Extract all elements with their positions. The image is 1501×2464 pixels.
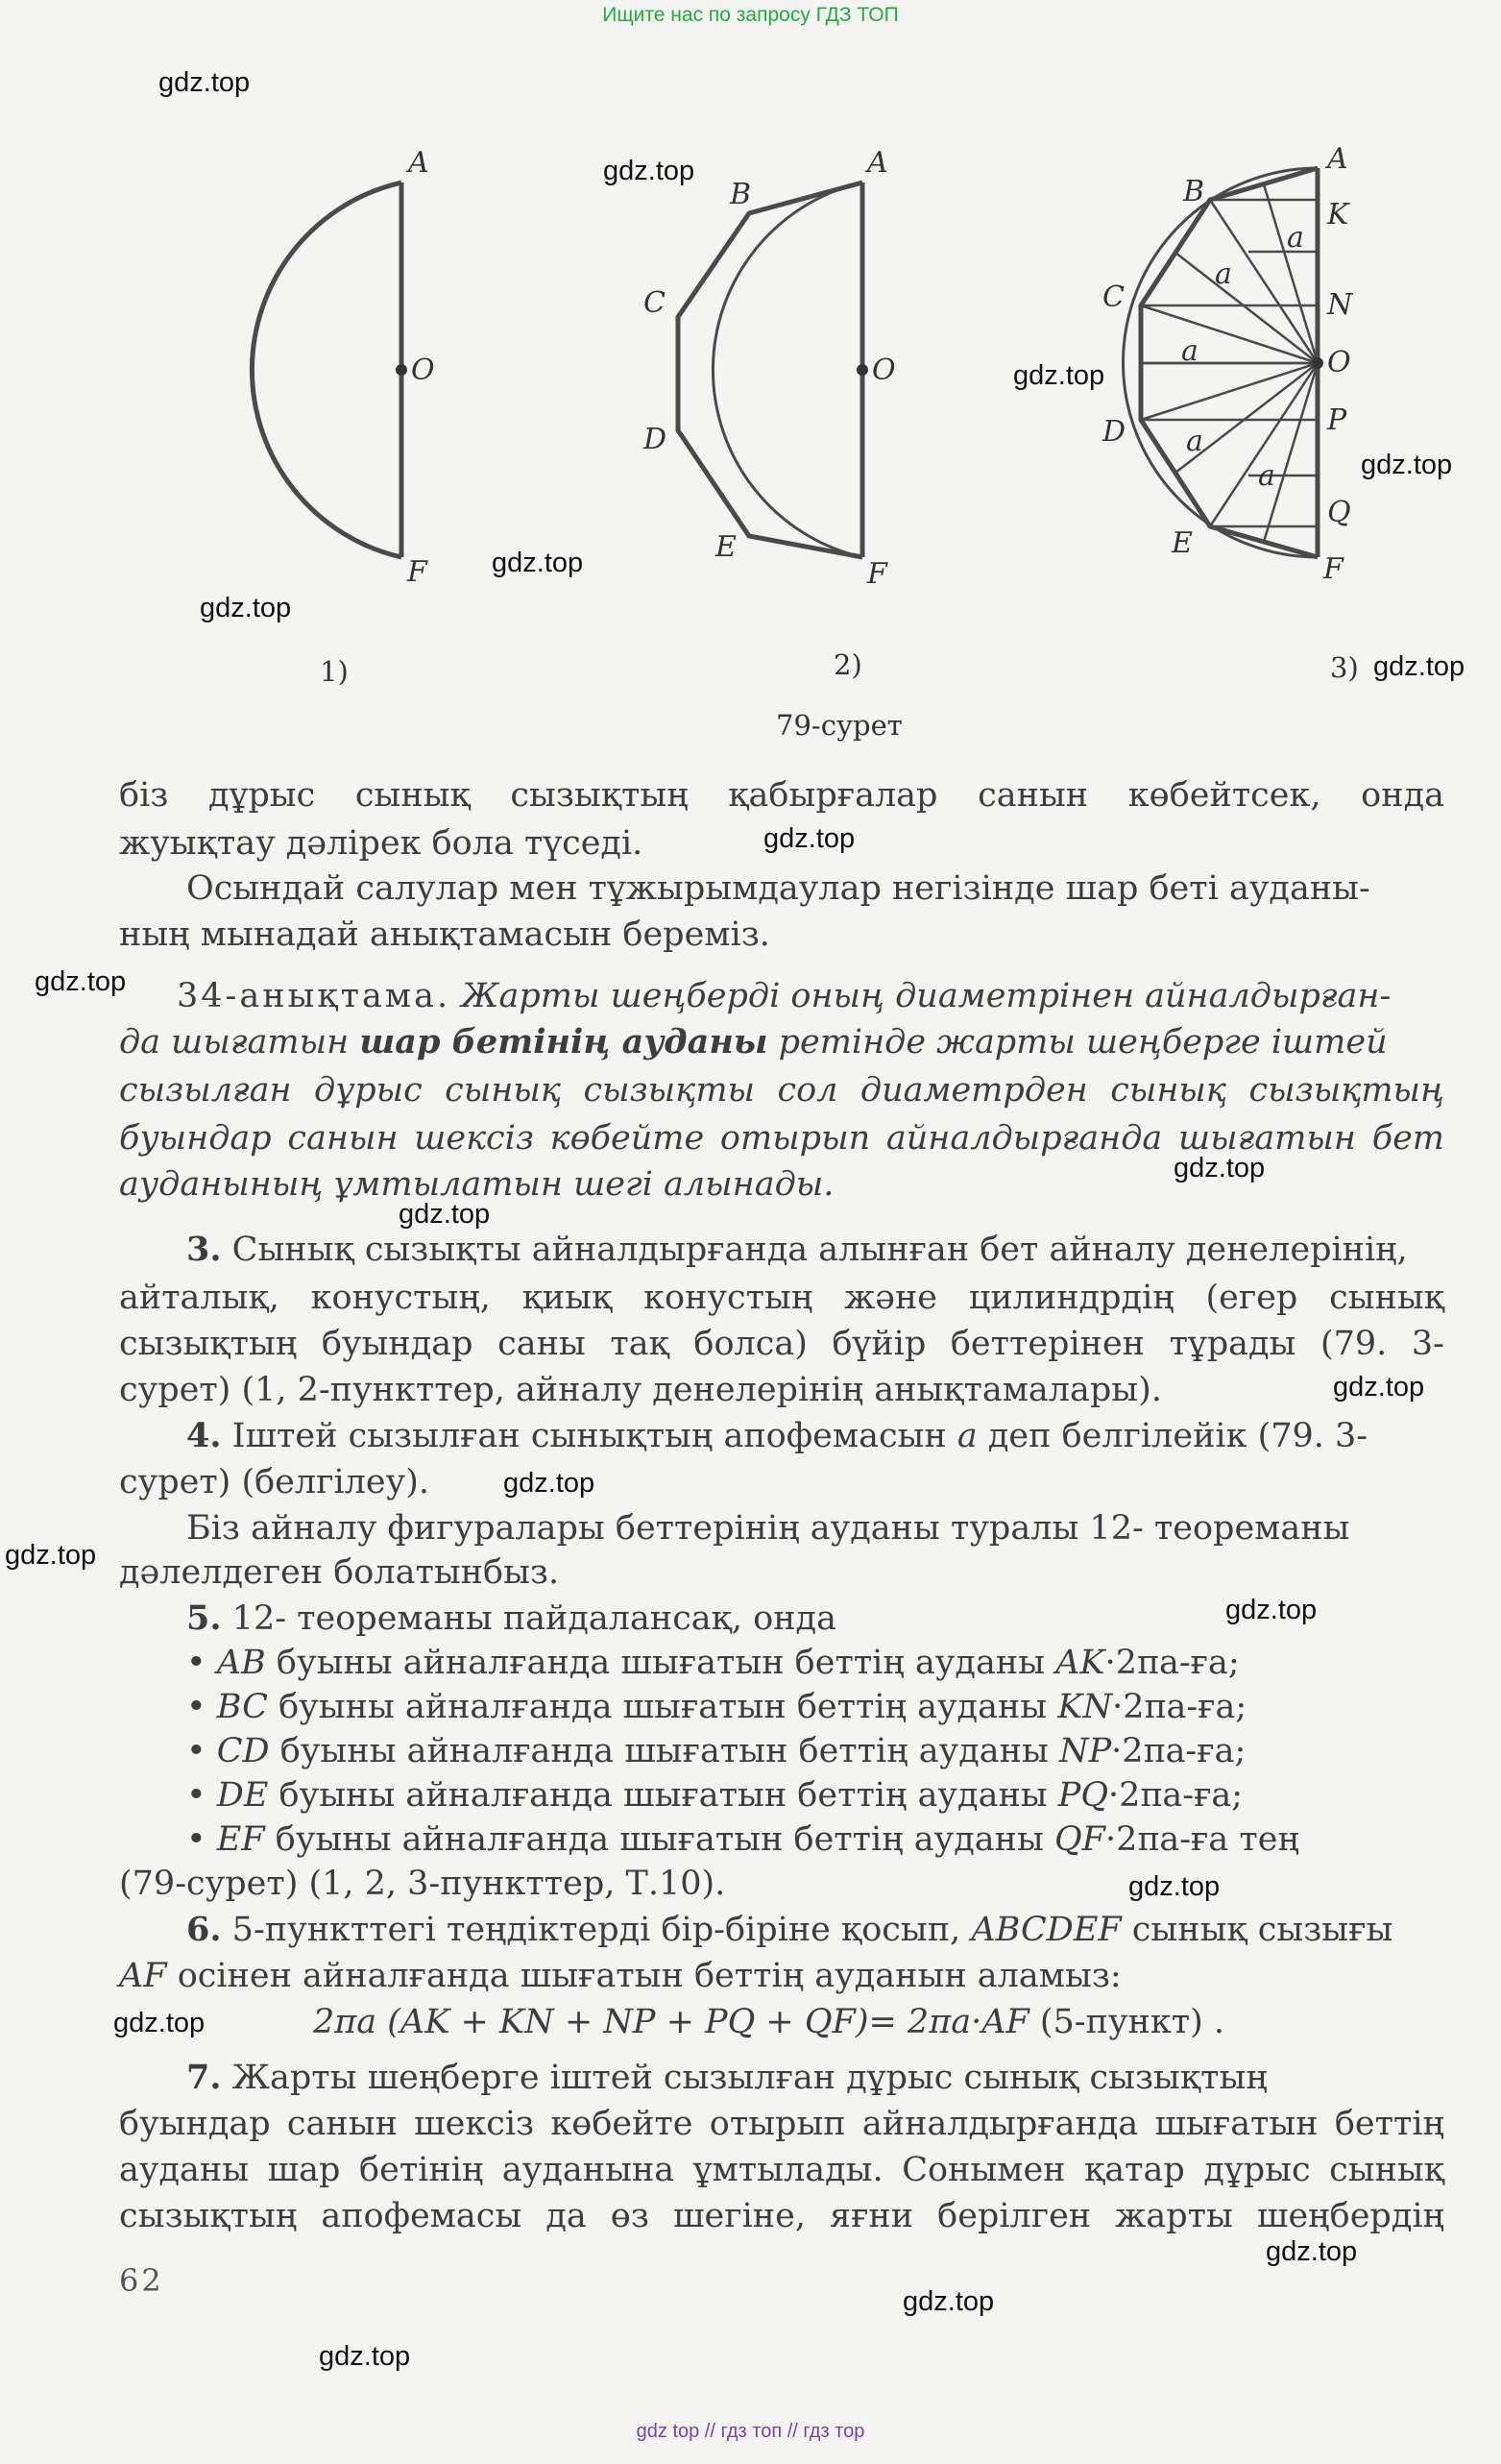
item6-number: 6. [186,1910,222,1949]
theorem-line2: дәлелдеген болатынбыз. [119,1553,560,1592]
item5-number: 5. [186,1598,222,1638]
item5-bullet-ef: • EF буыны айналғанда шығатын беттің ауданы QF·2πa-ға тең [186,1820,1299,1859]
bullet-text: буыны айналғанда шығатын беттің ауданы [265,1644,1056,1682]
item3-line2: айталық, конустың, қиық конустың және цилиндрдің (егер сынық [119,1279,1444,1317]
definition-line2 [119,1018,1444,1066]
item4-line2: сурет) (белгілеу). [119,1463,429,1501]
fig3-label-a5: a [1258,459,1275,493]
item6-formula [313,1998,1369,2046]
watermark: gdz.top [399,1199,491,1230]
fig2-panel-label: 2) [834,648,862,681]
item5-bullet-cd: • CD буыны айналғанда шығатын беттің ауданы NP·2πa-ға; [186,1732,1247,1770]
item5-bullet-de: • DE буыны айналғанда шығатын беттің ауданы PQ·2πa-ға; [186,1776,1244,1815]
watermark: gdz.top [1013,360,1105,391]
definition-line1 [177,972,1444,1020]
watermark: gdz.top [1128,1871,1221,1902]
fig3-label-c: C [1102,281,1125,314]
bullet-projection: NP [1058,1732,1112,1770]
definition-term: шар бетінің ауданы [359,1022,768,1061]
bullet-text: буыны айналғанда шығатын беттің ауданы [269,1732,1059,1770]
bullet-text: буыны айналғанда шығатын беттің ауданы [268,1776,1058,1815]
watermark: gdz.top [200,593,292,623]
item4-text-1b: деп белгілейік (79. 3- [977,1417,1368,1455]
bottom-banner[interactable]: gdz top // гдз топ // гдз тор [636,2421,865,2442]
bullet-segment: CD [216,1732,270,1770]
item4-line1 [186,1412,1444,1460]
item3-text-1: Сынық сызықты айналдырғанда алынған бет айналу денелерінің, [221,1231,1408,1269]
fig3-label-q: Q [1327,496,1351,529]
item5-bullet-ab: • AB буыны айналғанда шығатын беттің ауданы AK·2πa-ға; [186,1644,1240,1682]
definition-text-2a: да шығатын [119,1023,360,1061]
bullet-segment: BC [216,1688,268,1726]
definition-label: 34-анықтама. [177,977,451,1015]
bullet-projection: AK [1055,1644,1105,1682]
watermark: gdz.top [1174,1153,1266,1183]
fig3-panel-label: 3) [1330,651,1359,684]
item4-number: 4. [186,1416,222,1455]
fig1-semicircle [252,183,401,557]
fig2-label-f: F [867,557,887,591]
watermark: gdz.top [1266,2236,1358,2267]
fig3-label-n: N [1327,288,1353,322]
watermark: gdz.top [113,2008,206,2038]
item6-var-2: AF [119,1957,167,1995]
fig3-label-b: B [1183,175,1205,208]
fig1-label-f: F [407,555,427,589]
item6-var-1: ABCDEF [971,1911,1122,1949]
bullet-tail: ·2πa-ға; [1111,1732,1247,1770]
fig2-semicircle [713,183,862,557]
item7-text-1: Жарты шеңберге іштей сызылған дұрыс сынық сызықтың [221,2059,1268,2097]
bullet-segment: DE [216,1776,269,1815]
formula: 2πa (AK + KN + NP + PQ + QF)= 2πa·AF [313,2003,1029,2041]
item3-number: 3. [186,1230,222,1269]
item7-line4: сызықтың апофемасы да өз шегіне, яғни берілген жарты шеңбердің [119,2197,1444,2235]
fig2-label-c: C [643,286,666,320]
page-number: 62 [119,2262,164,2299]
bullet-segment: AB [216,1644,266,1682]
item7-number: 7. [186,2058,222,2097]
item6-text-1b: сынық сызығы [1121,1911,1393,1949]
watermark: gdz.top [158,67,251,98]
fig3-label-p: P [1327,403,1347,437]
theorem-line1: Біз айналу фигуралары беттерінің ауданы туралы 12- теореманы [186,1509,1350,1548]
item6-text-2: осінен айналғанда шығатын беттің ауданын аламыз: [166,1957,1122,1995]
bullet-projection: PQ [1057,1776,1109,1815]
watermark: gdz.top [1361,450,1453,480]
watermark: gdz.top [35,966,127,997]
fig3-label-k: K [1327,198,1349,232]
watermark: gdz.top [319,2341,411,2372]
bullet-tail: ·2πa-ға; [1108,1776,1244,1815]
fig2-label-b: B [730,178,752,211]
watermark: gdz.top [763,823,856,854]
bullet-tail: ·2πa-ға; [1112,1688,1247,1726]
definition-line3: сызылған дұрыс сынық сызықты сол диаметрден сынық сызықтың [119,1071,1444,1110]
fig3-label-a1: a [1287,221,1304,255]
fig3-label-a: A [1327,142,1348,176]
item7-line2: буындар санын шексіз көбейте отырып айналдырғанда шығатын беттің [119,2105,1444,2143]
fig3-label-e: E [1172,526,1193,560]
item5-intro-text: 12- теореманы пайдалансақ, онда [221,1599,836,1638]
fig3-label-d: D [1102,415,1126,449]
item3-line3: сызықтың буындар саны тақ болса) бүйір беттерінен тұрады (79. 3- [119,1325,1444,1363]
fig2-label-a: A [867,146,888,180]
fig2-label-e: E [715,530,737,564]
fig2-label-d: D [643,423,667,456]
item3-line4: сурет) (1, 2-пункттер, айналу денелерінің анықтамалары). [119,1371,1162,1409]
figure-caption: 79-сурет [776,709,903,742]
watermark: gdz.top [503,1468,595,1499]
bullet-tail: ·2πa-ға тең [1104,1820,1299,1859]
fig1-label-o: O [411,354,435,387]
fig1-label-a: A [408,146,429,180]
paragraph1-line1: біз дұрыс сынық сызықтың қабырғалар санын көбейтсек, онда [119,776,1444,815]
bullet-projection: QF [1053,1820,1105,1859]
item4-text-1a: Іштей сызылған сынықтың апофемасын [221,1417,957,1455]
item7-line3: ауданы шар бетінің ауданына ұмтылады. Сонымен қатар дұрыс сынық [119,2151,1444,2189]
fig3-label-a3: a [1181,334,1198,368]
top-banner[interactable]: Ищите нас по запросу ГДЗ ТОП [602,4,899,26]
definition-text-1: Жарты шеңберді оның диаметрінен айналдырған- [450,977,1392,1015]
watermark: gdz.top [603,156,695,186]
item3-line1 [186,1226,1444,1274]
fig3-label-a2: a [1215,257,1232,291]
item5-reference: (79-сурет) (1, 2, 3-пункттер, Т.10). [119,1865,726,1903]
item6-line1 [186,1906,1444,1954]
figure-79-drawing [0,0,1501,749]
item7-line1 [186,2054,1444,2102]
formula-reference: (5-пункт) . [1029,2003,1225,2041]
watermark: gdz.top [1225,1595,1318,1625]
definition-line5: ауданының ұмтылатын шегі алынады. [119,1165,835,1204]
fig2-polyline [678,183,862,557]
item5-bullet-bc: • BC буыны айналғанда шығатын беттің ауданы KN·2πa-ға; [186,1688,1247,1726]
watermark: gdz.top [1333,1372,1425,1403]
watermark: gdz.top [903,2286,995,2317]
item6-line2 [119,1952,1444,2000]
bullet-segment: EF [216,1820,265,1859]
definition-line4: буындар санын шексіз көбейте отырып айналдырғанда шығатын бет [119,1119,1444,1158]
bullet-projection: KN [1057,1688,1113,1726]
watermark: gdz.top [5,1540,97,1571]
fig3-label-f: F [1323,552,1344,586]
watermark: gdz.top [1373,651,1465,682]
item6-text-1a: 5-пункттегі теңдіктерді бір-біріне қосып, [221,1911,972,1949]
bullet-text: буыны айналғанда шығатын беттің ауданы [267,1688,1058,1726]
fig1-panel-label: 1) [320,655,349,688]
paragraph2-line2: ның мынадай анықтамасын береміз. [119,915,770,954]
fig2-label-o: O [872,354,896,387]
bullet-text: буыны айналғанда шығатын беттің ауданы [264,1820,1054,1859]
item4-var: a [956,1417,978,1455]
definition-text-2b: ретінде жарты шеңберге іштей [767,1023,1388,1061]
bullet-tail: ·2πa-ға; [1104,1644,1240,1682]
paragraph1-line2: жуықтау дәлірек бола түседі. [119,824,643,863]
fig3-label-a4: a [1186,425,1203,458]
fig3-label-o: O [1327,346,1351,379]
paragraph2-line1: Осындай салулар мен тұжырымдаулар негізінде шар беті ауданы- [186,869,1370,908]
watermark: gdz.top [492,548,584,578]
